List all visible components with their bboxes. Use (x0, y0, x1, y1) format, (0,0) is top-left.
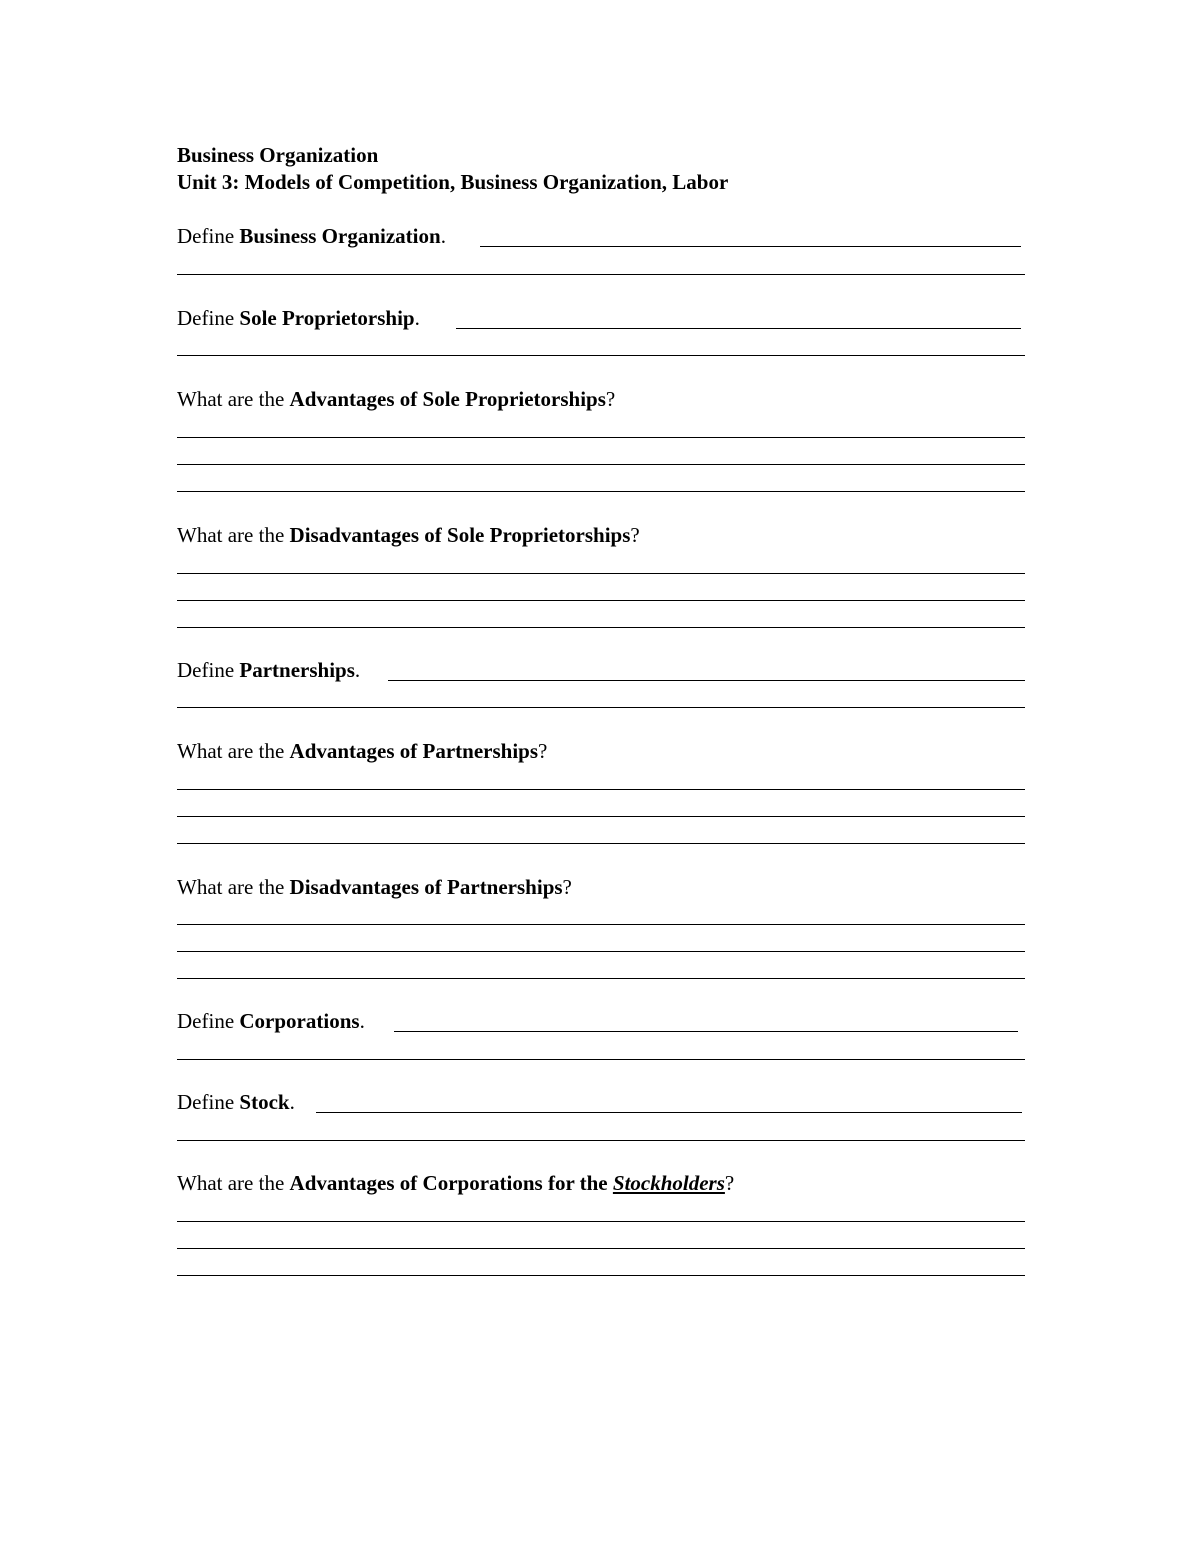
answer-line-7b[interactable] (177, 951, 1025, 952)
question-10-prefix: What are the (177, 1171, 290, 1195)
question-1-prefix: Define (177, 224, 240, 248)
answer-line-7a[interactable] (177, 924, 1025, 925)
answer-line-2a[interactable] (456, 328, 1021, 329)
answer-line-8a[interactable] (394, 1031, 1018, 1032)
question-8 (177, 1009, 365, 1033)
question-9 (177, 1090, 295, 1114)
answer-line-3b[interactable] (177, 464, 1025, 465)
question-8-suffix: . (359, 1009, 365, 1033)
question-4-prefix: What are the (177, 523, 290, 547)
question-3-prefix: What are the (177, 387, 290, 411)
question-2 (177, 306, 420, 330)
question-7-suffix: ? (562, 875, 572, 899)
question-10-emphasis: Stockholders (612, 1171, 725, 1195)
answer-line-1b[interactable] (177, 274, 1025, 275)
answer-line-1a[interactable] (480, 246, 1021, 247)
answer-line-6c[interactable] (177, 843, 1025, 844)
question-10-suffix: ? (724, 1171, 735, 1195)
answer-line-10c[interactable] (177, 1275, 1025, 1276)
question-6-suffix: ? (538, 739, 548, 763)
question-2-term: Sole Proprietorship (239, 306, 415, 330)
question-4-term: Disadvantages of Sole Proprietorships (289, 523, 631, 547)
page-title: Business Organization (177, 143, 379, 167)
question-1-suffix: . (440, 224, 446, 248)
answer-line-8b[interactable] (177, 1059, 1025, 1060)
question-8-prefix: Define (177, 1009, 240, 1033)
answer-line-9b[interactable] (177, 1140, 1025, 1141)
question-7-term: Disadvantages of Partnerships (289, 875, 563, 899)
answer-line-5a[interactable] (388, 680, 1025, 681)
answer-line-6a[interactable] (177, 789, 1025, 790)
question-9-suffix: . (289, 1090, 295, 1114)
answer-line-7c[interactable] (177, 978, 1025, 979)
answer-line-3c[interactable] (177, 491, 1025, 492)
question-5 (177, 658, 360, 682)
question-3-term: Advantages of Sole Proprietorships (289, 387, 606, 411)
question-1-term: Business Organization (239, 224, 441, 248)
answer-line-6b[interactable] (177, 816, 1025, 817)
question-8-term: Corporations (239, 1009, 360, 1033)
answer-line-3a[interactable] (177, 437, 1025, 438)
question-2-prefix: Define (177, 306, 240, 330)
answer-line-10a[interactable] (177, 1221, 1025, 1222)
answer-line-4c[interactable] (177, 627, 1025, 628)
answer-line-4a[interactable] (177, 573, 1025, 574)
answer-line-2b[interactable] (177, 355, 1025, 356)
answer-line-4b[interactable] (177, 600, 1025, 601)
question-6-term: Advantages of Partnerships (289, 739, 539, 763)
question-3-suffix: ? (605, 387, 616, 411)
question-6 (177, 739, 547, 763)
question-4-suffix: ? (630, 523, 640, 547)
answer-line-10b[interactable] (177, 1248, 1025, 1249)
question-5-prefix: Define (177, 658, 240, 682)
question-5-suffix: . (354, 658, 361, 682)
answer-line-5b[interactable] (177, 707, 1025, 708)
page-subtitle: Unit 3: Models of Competition, Business Organization, Labor (177, 170, 729, 194)
question-6-prefix: What are the (177, 739, 290, 763)
question-7-prefix: What are the (177, 875, 290, 899)
question-10 (177, 1171, 734, 1195)
question-2-suffix: . (414, 306, 420, 330)
question-9-prefix: Define (177, 1090, 240, 1114)
question-10-term: Advantages of Corporations for the (289, 1171, 613, 1195)
question-4 (177, 523, 640, 547)
question-1 (177, 224, 446, 248)
question-3 (177, 387, 615, 411)
answer-line-9a[interactable] (316, 1112, 1022, 1113)
question-5-term: Partnerships (239, 658, 355, 682)
question-7 (177, 875, 572, 899)
question-9-term: Stock (239, 1090, 290, 1114)
